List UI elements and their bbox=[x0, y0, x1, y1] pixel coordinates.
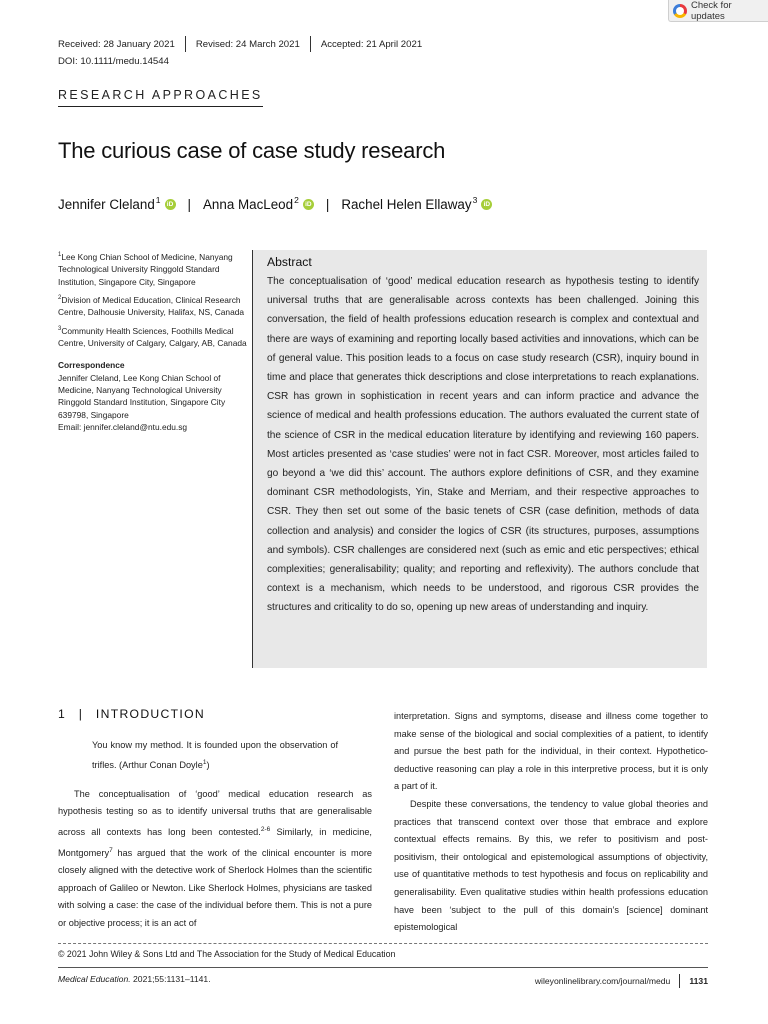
affiliation-text: Lee Kong Chian School of Medicine, Nanyang Technological University Ringgold Standard Institution, Singapore City, Singapore bbox=[58, 251, 233, 287]
check-for-updates-button[interactable] bbox=[668, 0, 768, 22]
footer-right bbox=[535, 974, 708, 988]
correspondence-text: Jennifer Cleland, Lee Kong Chian School of Medicine, Nanyang Technological University Ringgold Standard Institution, Singapore City 639798, Singapore bbox=[58, 372, 226, 420]
accepted-date: Accepted: 21 April 2021 bbox=[320, 38, 423, 50]
abstract-heading: Abstract bbox=[267, 255, 312, 269]
paragraph-text: has argued that the work of the clinical encounter is more closely aligned with the detective work of Sherlock Holmes than the scientific approach of Galileo or Newton. Like Sherlock Holmes, physicians are tasked with solving a case: the case of the individual before them. This is not a pure or objective process; it is an act of bbox=[58, 847, 372, 928]
abstract-text: The conceptualisation of ‘good’ medical education research as hypothesis testing to identify universal truths that are generalisable across contexts has been challenged. Joining this conversation, the field of health professions education research is complex and contextual and there are ways of examining and reporting locally based activities and innovations, which can be of general value. This position leads to a focus on case study research (CSR), inquiry bound in time and place that generates thick descriptions and close interpretations to reach explanations. CSR has grown in sophistication in recent years and can inform practice and advance the science of medical and health professions education. The authors evaluated the current state of the science of CSR in the medical education literature by identifying and reviewing 160 papers. Most articles presented as ‘case studies’ were not in fact CSR. Moreover, most articles failed to go beyond a ‘we did this’ account. The authors explore definitions of CSR, and they examine dominant CSR methodologists, Yin, Stake and Merriam, and their respective approaches to CSR. They then set out some of the basic tenets of CSR (case definition, methods of data collection and analysis) and consider the logics of CSR (its structures, purposes, assumptions and symbols). CSR challenges are considered next (such as emic and etic perspectives; ethical complexities; generalisability; quality; and reporting and reflexivity). The authors conclude that context is a mechanism, which needs to be understood, and rigorous CSR provides the structures and criticality to do so, opening up new areas of understanding and inquiry. bbox=[267, 276, 699, 614]
author-list bbox=[58, 194, 492, 212]
orcid-icon[interactable]: iD bbox=[303, 199, 314, 210]
author-separator: | bbox=[325, 197, 330, 212]
orcid-icon[interactable]: iD bbox=[165, 199, 176, 210]
footer-divider bbox=[58, 967, 708, 968]
author[interactable] bbox=[203, 194, 314, 212]
doi[interactable]: DOI: 10.1111/medu.14544 bbox=[58, 56, 169, 67]
section-separator: | bbox=[78, 707, 84, 721]
epigraph-quote bbox=[58, 736, 372, 774]
author[interactable] bbox=[58, 194, 176, 212]
citation-ref[interactable]: 7 bbox=[109, 846, 113, 854]
affiliation bbox=[58, 292, 248, 319]
author-name: Rachel Helen Ellaway bbox=[341, 197, 472, 212]
journal-url[interactable]: wileyonlinelibrary.com/journal/medu bbox=[534, 976, 671, 986]
author-affiliation-number: 2 bbox=[294, 194, 299, 205]
journal-name: Medical Education. bbox=[58, 974, 131, 984]
journal-citation bbox=[58, 974, 211, 984]
section-heading: RESEARCH APPROACHES bbox=[58, 88, 263, 107]
section-number: 1 bbox=[58, 707, 67, 721]
article-title: The curious case of case study research bbox=[58, 138, 446, 163]
affiliation-text: Community Health Sciences, Foothills Medical Centre, University of Calgary, Calgary, AB, Canada bbox=[58, 325, 247, 348]
paragraph: Despite these conversations, the tendency to value global theories and practices that transcend context over those that embrace and explore contextual effects remains. By this, we refer to positivism and post-positivism, their ontological and epistemological assumptions of objectivity, use of quantitative methods to test hypothesis and focus on replicability and generalisability. Even qualitative studies within health professions education have been ‘subject to the pull of this domain’s [science] dominant epistemological bbox=[394, 798, 708, 933]
revised-date: Revised: 24 March 2021 bbox=[195, 38, 300, 50]
body-column-right bbox=[394, 708, 708, 937]
author-name: Anna MacLeod bbox=[203, 197, 294, 212]
citation-ref[interactable]: 2-6 bbox=[260, 825, 271, 833]
received-date: Received: 28 January 2021 bbox=[58, 38, 175, 50]
citation-text: 2021;55:1131–1141. bbox=[130, 974, 211, 984]
quote-text: You know my method. It is founded upon the observation of trifles. (Arthur Conan Doyle bbox=[92, 739, 338, 770]
section-title-introduction bbox=[58, 706, 372, 724]
crossmark-icon bbox=[673, 4, 687, 18]
correspondence-email[interactable]: Email: jennifer.cleland@ntu.edu.sg bbox=[58, 422, 188, 433]
section-heading-text: INTRODUCTION bbox=[95, 707, 205, 721]
paragraph-text: Similarly, in medicine, Montgomery bbox=[58, 826, 372, 858]
affiliation bbox=[58, 323, 248, 350]
affiliation-number: 1 bbox=[58, 252, 62, 258]
footer-separator bbox=[679, 974, 680, 988]
page-number: 1131 bbox=[689, 976, 708, 986]
author-affiliation-number: 1 bbox=[155, 194, 161, 205]
abstract-box bbox=[252, 250, 707, 668]
affiliation-text: Division of Medical Education, Clinical Research Centre, Dalhousie University, Halifax, NS, Canada bbox=[58, 294, 245, 318]
quote-end: ) bbox=[206, 759, 210, 770]
copyright: © 2021 John Wiley & Sons Ltd and The Association for the Study of Medical Education bbox=[58, 949, 396, 959]
article-dates bbox=[58, 36, 432, 52]
author-name: Jennifer Cleland bbox=[58, 197, 155, 212]
author-affiliation-number: 3 bbox=[472, 194, 478, 205]
body-column-left bbox=[58, 706, 372, 933]
affiliations bbox=[58, 249, 248, 434]
dashed-divider bbox=[58, 943, 708, 944]
author[interactable] bbox=[341, 194, 492, 212]
correspondence-heading: Correspondence bbox=[58, 360, 125, 371]
orcid-icon[interactable]: iD bbox=[481, 199, 492, 210]
check-for-updates-label: Check for updates bbox=[690, 0, 732, 22]
author-separator: | bbox=[187, 197, 191, 212]
affiliation bbox=[58, 249, 248, 288]
affiliation-number: 2 bbox=[58, 295, 62, 302]
paragraph: interpretation. Signs and symptoms, disease and illness come together to make sense of the biological and social complexities of a patient, to identify and pursue the best path for the individual, in their context. Hypothetico-deductive reasoning can play a role in this interpretive process, but it is only a part of it. bbox=[394, 711, 708, 792]
paragraph bbox=[58, 786, 372, 933]
affiliation-number: 3 bbox=[58, 325, 62, 332]
citation-ref[interactable]: 1 bbox=[202, 758, 207, 766]
paragraph-text: The conceptualisation of ‘good’ medical education research as hypothesis testing so as to identify universal truths that are generalisable across all contexts has long been contested. bbox=[58, 788, 372, 837]
